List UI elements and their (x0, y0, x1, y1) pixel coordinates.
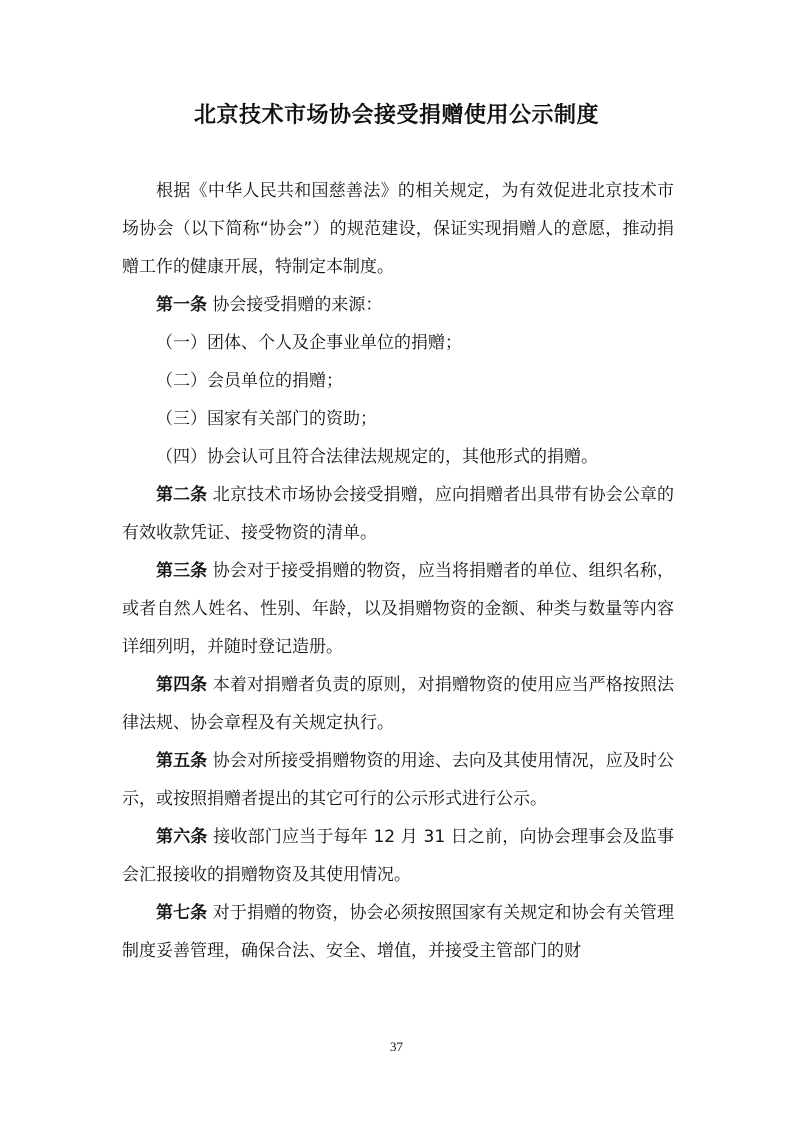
article-5-text: 协会对所接受捐赠物资的用途、去向及其使用情况，应及时公示，或按照捐赠者提出的其它可行的公示形式进行公示。 (122, 751, 675, 809)
article-1-item-4: （四）协会认可且符合法律法规规定的，其他形式的捐赠。 (156, 447, 598, 467)
page-number: 37 (390, 1039, 403, 1054)
article-4 (122, 666, 674, 742)
article-3 (122, 552, 674, 666)
article-7 (122, 894, 674, 970)
article-2-label: 第二条 (156, 485, 208, 505)
article-3-label: 第三条 (156, 561, 208, 581)
article-1-label: 第一条 (156, 295, 207, 315)
article-1 (122, 286, 674, 324)
article-1-text: 协会接受捐赠的来源： (212, 295, 383, 315)
article-5-label: 第五条 (156, 751, 208, 771)
page-title: 北京技术市场协会接受捐赠使用公示制度 (193, 103, 599, 128)
article-2-text: 北京技术市场协会接受捐赠，应向捐赠者出具带有协会公章的有效收款凭证、接受物资的清单。 (122, 485, 675, 543)
article-6-text: 接收部门应当于每年 12 月 31 日之前，向协会理事会及监事会汇报接收的捐赠物资及其使用情况。 (122, 827, 675, 885)
article-2 (122, 476, 674, 552)
article-1-item-3: （三）国家有关部门的资助； (156, 409, 377, 429)
article-1-item-2: （二）会员单位的捐赠； (156, 371, 343, 391)
article-6 (122, 818, 674, 894)
article-7-text: 对于捐赠的物资，协会必须按照国家有关规定和协会有关管理制度妥善管理，确保合法、安全、增值，并接受主管部门的财 (122, 903, 675, 961)
intro-paragraph: 根据《中华人民共和国慈善法》的相关规定，为有效促进北京技术市场协会（以下简称“协会”）的规范建设，保证实现捐赠人的意愿，推动捐赠工作的健康开展，特制定本制度。 (122, 181, 674, 277)
article-4-label: 第四条 (156, 675, 208, 695)
article-5 (122, 742, 674, 818)
article-7-label: 第七条 (156, 903, 208, 923)
article-4-text: 本着对捐赠者负责的原则，对捐赠物资的使用应当严格按照法律法规、协会章程及有关规定执行。 (122, 675, 675, 733)
article-3-text: 协会对于接受捐赠的物资，应当将捐赠者的单位、组织名称，或者自然人姓名、性别、年龄，以及捐赠物资的金额、种类与数量等内容详细列明，并随时登记造册。 (122, 561, 675, 657)
document-body (122, 172, 674, 970)
article-6-label: 第六条 (156, 827, 208, 847)
article-1-item-1: （一）团体、个人及企事业单位的捐赠； (156, 333, 462, 353)
